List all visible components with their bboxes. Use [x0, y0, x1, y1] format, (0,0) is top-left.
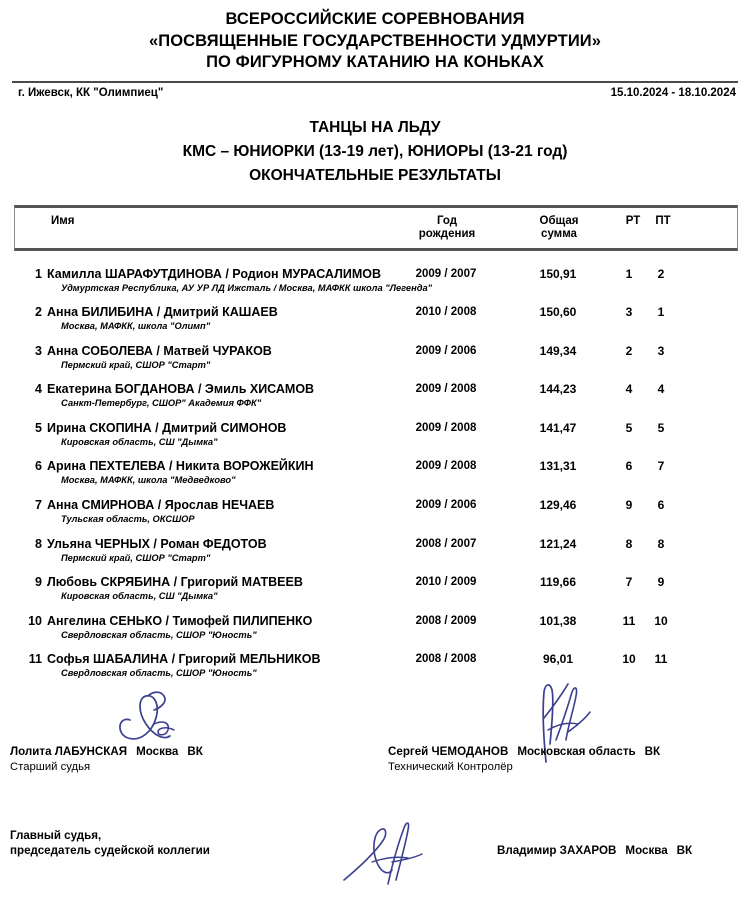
row-total-score: 144,23	[539, 382, 577, 397]
chief-judge-signature	[330, 818, 450, 888]
row-athlete-names: Ирина СКОПИНА / Дмитрий СИМОНОВ	[47, 420, 287, 435]
row-rt-rank: 8	[625, 536, 633, 551]
row-birth-years: 2009 / 2008	[415, 421, 477, 434]
row-athlete-names: Камилла ШАРАФУТДИНОВА / Родион МУРАСАЛИМОВ	[47, 266, 382, 281]
row-birth-years: 2009 / 2008	[415, 383, 477, 396]
column-header-total-line1: Общая	[539, 214, 579, 227]
row-birth-years: 2009 / 2006	[415, 499, 477, 512]
technical-controller-city: Московская область	[517, 745, 636, 758]
row-birth-years: 2010 / 2009	[415, 576, 477, 589]
row-rank: 4	[35, 382, 42, 397]
table-row	[14, 421, 738, 460]
row-total-score: 101,38	[539, 613, 577, 628]
table-row	[14, 652, 738, 691]
row-birth-years: 2008 / 2009	[415, 614, 477, 627]
row-pt-rank: 1	[657, 305, 665, 320]
row-rt-rank: 11	[622, 613, 636, 628]
row-athlete-names: Любовь СКРЯБИНА / Григорий МАТВЕЕВ	[47, 575, 303, 590]
row-athlete-names: Анна СОБОЛЕВА / Матвей ЧУРАКОВ	[47, 343, 272, 358]
row-rank: 9	[35, 575, 42, 590]
dates-label: 15.10.2024 - 18.10.2024	[610, 86, 736, 99]
row-rt-rank: 10	[622, 652, 636, 667]
row-club: Кировская область, СШ "Дымка"	[61, 436, 218, 447]
technical-controller-role: Технический Контролёр	[388, 760, 513, 773]
referee-role: Старший судья	[10, 760, 91, 773]
row-total-score: 96,01	[542, 652, 574, 667]
official-referee	[10, 745, 203, 774]
referee-name: Лолита ЛАБУНСКАЯ	[10, 745, 128, 758]
row-birth-years: 2010 / 2008	[415, 306, 477, 319]
row-rt-rank: 1	[625, 266, 633, 281]
row-total-score: 149,34	[539, 343, 577, 358]
column-header-pt: ПТ	[655, 214, 671, 227]
competition-title-line-2: «ПОСВЯЩЕННЫЕ ГОСУДАРСТВЕННОСТИ УДМУРТИИ»	[148, 31, 602, 50]
row-rt-rank: 4	[625, 382, 633, 397]
competition-title-line-1: ВСЕРОССИЙСКИЕ СОРЕВНОВАНИЯ	[225, 10, 525, 28]
table-row	[14, 459, 738, 498]
row-birth-years: 2009 / 2008	[415, 460, 477, 473]
row-athlete-names: Софья ШАБАЛИНА / Григорий МЕЛЬНИКОВ	[47, 652, 321, 667]
row-pt-rank: 3	[657, 343, 665, 358]
row-rank: 5	[35, 420, 42, 435]
row-total-score: 141,47	[539, 420, 577, 435]
column-header-total	[523, 215, 595, 242]
row-athlete-names: Ангелина СЕНЬКО / Тимофей ПИЛИПЕНКО	[47, 613, 313, 628]
row-athlete-names: Анна БИЛИБИНА / Дмитрий КАШАЕВ	[47, 305, 278, 320]
row-total-score: 150,60	[539, 305, 577, 320]
column-header-total-line2: сумма	[541, 228, 577, 240]
chief-judge-role-line1: Главный судья,	[10, 829, 102, 842]
row-total-score: 129,46	[539, 498, 577, 513]
row-athlete-names: Арина ПЕХТЕЛЕВА / Никита ВОРОЖЕЙКИН	[47, 459, 314, 474]
technical-controller-name: Сергей ЧЕМОДАНОВ	[388, 745, 509, 758]
row-total-score: 119,66	[539, 575, 577, 590]
row-pt-rank: 9	[657, 575, 665, 590]
row-club: Москва, МАФКК, школа "Олимп"	[61, 321, 211, 332]
table-row	[14, 575, 738, 614]
row-club: Свердловская область, СШОР "Юность"	[61, 668, 257, 679]
event-status: ОКОНЧАТЕЛЬНЫЕ РЕЗУЛЬТАТЫ	[249, 166, 501, 184]
row-club: Санкт-Петербург, СШОР" Академия ФФК"	[61, 398, 262, 409]
table-row	[14, 614, 738, 653]
row-rt-rank: 9	[625, 498, 633, 513]
row-club: Свердловская область, СШОР "Юность"	[61, 629, 257, 640]
row-rank: 6	[35, 459, 42, 474]
row-club: Пермский край, СШОР "Старт"	[61, 552, 211, 563]
row-total-score: 150,91	[539, 266, 577, 281]
venue-label: г. Ижевск, КК "Олимпиец"	[18, 86, 164, 99]
row-birth-years: 2008 / 2007	[415, 537, 477, 550]
table-header	[14, 205, 738, 251]
row-rt-rank: 7	[625, 575, 633, 590]
row-rank: 3	[35, 343, 42, 358]
official-technical-controller	[388, 745, 660, 774]
row-total-score: 131,31	[539, 459, 577, 474]
row-club: Удмуртская Республика, АУ УР ЛД Ижсталь / Москва, МАФКК школа "Легенда"	[61, 282, 433, 293]
chief-judge-name: Владимир ЗАХАРОВ	[497, 844, 617, 857]
row-pt-rank: 10	[654, 613, 668, 628]
referee-city: Москва	[136, 745, 179, 758]
row-athlete-names: Анна СМИРНОВА / Ярослав НЕЧАЕВ	[47, 498, 275, 513]
row-pt-rank: 6	[657, 498, 665, 513]
venue-date-row	[0, 83, 750, 99]
table-body	[14, 267, 738, 692]
event-title-block	[0, 116, 750, 188]
row-club: Москва, МАФКК, школа "Медведково"	[61, 475, 236, 486]
referee-signature	[108, 690, 238, 752]
column-header-birth-year-line1: Год	[436, 214, 458, 227]
chief-judge-role-line2: председатель судейской коллегии	[10, 844, 210, 857]
row-birth-years: 2009 / 2007	[415, 267, 477, 280]
row-rt-rank: 3	[625, 305, 633, 320]
row-rt-rank: 6	[625, 459, 633, 474]
row-athlete-names: Ульяна ЧЕРНЫХ / Роман ФЕДОТОВ	[47, 536, 267, 551]
row-club: Пермский край, СШОР "Старт"	[61, 359, 211, 370]
table-row	[14, 498, 738, 537]
competition-title-line-3: ПО ФИГУРНОМУ КАТАНИЮ НА КОНЬКАХ	[206, 53, 544, 71]
table-row	[14, 267, 738, 306]
column-header-birth-year-line2: рождения	[418, 228, 476, 240]
column-header-rt: РТ	[625, 214, 641, 227]
row-athlete-names: Екатерина БОГДАНОВА / Эмиль ХИСАМОВ	[47, 382, 315, 397]
row-rank: 7	[35, 498, 42, 513]
column-header-name: Имя	[51, 214, 75, 227]
results-table	[14, 205, 738, 692]
table-row	[14, 382, 738, 421]
row-rank: 1	[35, 266, 42, 281]
chief-judge-qualification: ВК	[676, 844, 693, 857]
masthead	[0, 0, 750, 74]
technical-controller-qualification: ВК	[644, 745, 661, 758]
column-header-birth-year	[407, 215, 487, 242]
row-club: Кировская область, СШ "Дымка"	[61, 591, 218, 602]
chief-judge-city: Москва	[625, 844, 668, 857]
chief-judge-name-line	[497, 843, 692, 858]
event-discipline: ТАНЦЫ НА ЛЬДУ	[309, 118, 441, 136]
row-club: Тульская область, ОКСШОР	[61, 514, 195, 525]
chief-judge-role	[10, 828, 210, 858]
row-rt-rank: 5	[625, 420, 633, 435]
row-pt-rank: 11	[654, 652, 668, 667]
referee-qualification: ВК	[187, 745, 203, 758]
row-pt-rank: 7	[657, 459, 665, 474]
row-rank: 10	[28, 613, 42, 628]
row-pt-rank: 4	[657, 382, 665, 397]
event-category: КМС – ЮНИОРКИ (13-19 лет), ЮНИОРЫ (13-21 год)	[182, 142, 568, 160]
row-pt-rank: 8	[657, 536, 665, 551]
row-pt-rank: 2	[657, 266, 665, 281]
table-row	[14, 305, 738, 344]
row-birth-years: 2009 / 2006	[415, 344, 477, 357]
row-rt-rank: 2	[625, 343, 633, 358]
row-rank: 11	[28, 652, 42, 667]
table-row	[14, 537, 738, 576]
table-row	[14, 344, 738, 383]
row-total-score: 121,24	[539, 536, 577, 551]
row-rank: 8	[35, 536, 42, 551]
row-pt-rank: 5	[657, 420, 665, 435]
row-rank: 2	[35, 305, 42, 320]
row-birth-years: 2008 / 2008	[415, 653, 477, 666]
